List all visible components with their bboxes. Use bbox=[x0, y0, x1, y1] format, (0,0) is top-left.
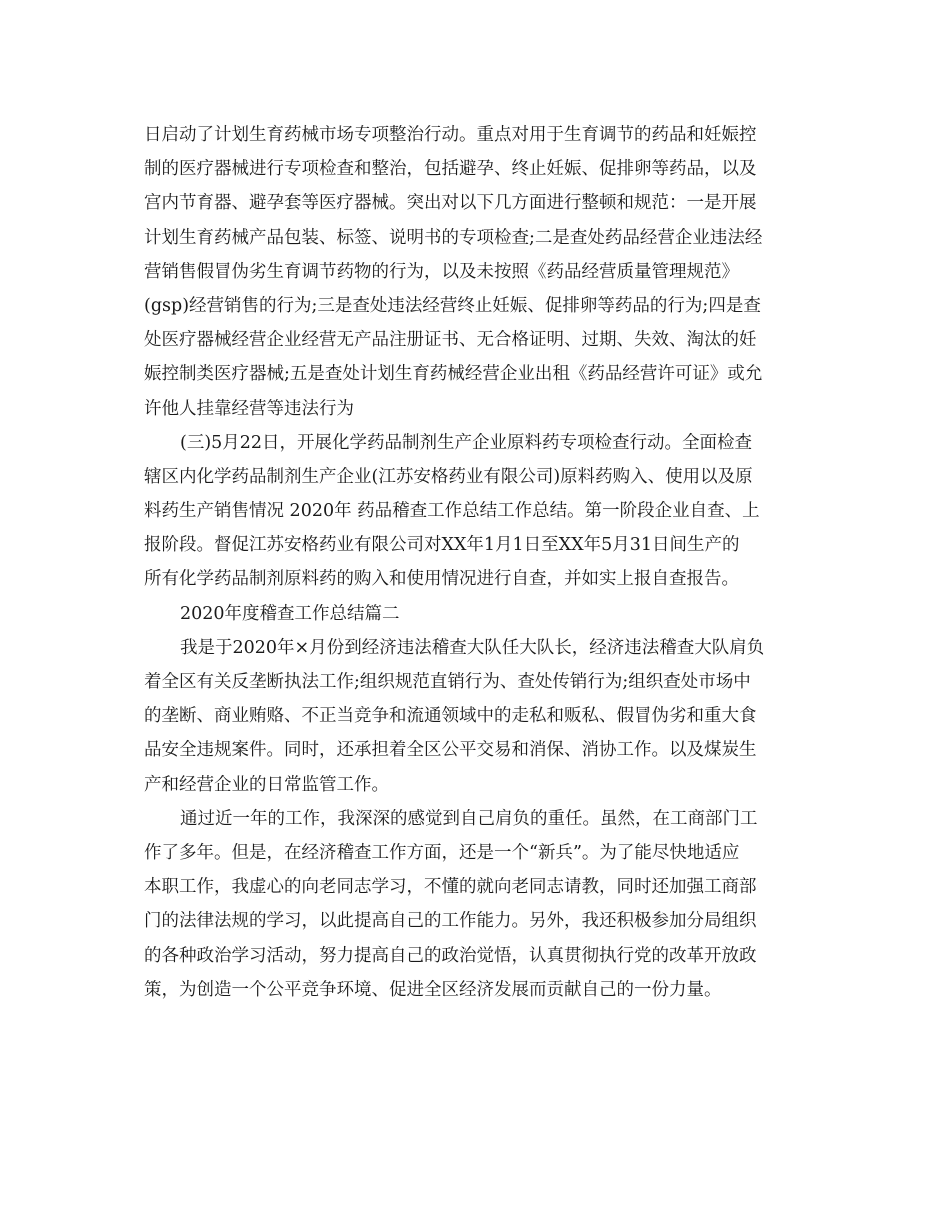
text-line: 制的医疗器械进行专项检查和整治，包括避孕、终止妊娠、促排卵等药品，以及 bbox=[144, 159, 757, 180]
text-line: 本职工作，我虚心的向老同志学习，不懂的就向老同志请教，同时还加强工商部 bbox=[144, 877, 757, 898]
paragraph bbox=[144, 597, 834, 631]
text-line: 宫内节育器、避孕套等医疗器械。突出对以下几方面进行整顿和规范：一是开展 bbox=[144, 193, 757, 214]
paragraph bbox=[144, 631, 834, 802]
text-line: 2020年度稽查工作总结篇二 bbox=[180, 603, 400, 624]
document-body bbox=[144, 118, 834, 1007]
text-line: 着全区有关反垄断执法工作;组织规范直销行为、查处传销行为;组织查处市场中 bbox=[144, 672, 751, 692]
text-line: 辖区内化学药品制剂生产企业(江苏安格药业有限公司)原料药购入、使用以及原 bbox=[144, 466, 753, 487]
text-line: 计划生育药械产品包装、标签、说明书的专项检查;二是查处药品经营企业违法经 bbox=[144, 227, 763, 248]
text-line: 门的法律法规的学习，以此提高自己的工作能力。另外，我还积极参加分局组织 bbox=[144, 911, 757, 932]
text-line: 的各种政治学习活动，努力提高自己的政治觉悟，认真贯彻执行党的改革开放政 bbox=[144, 945, 757, 966]
text-line: 报阶段。督促江苏安格药业有限公司对XX年1月1日至XX年5月31日间生产的 bbox=[144, 535, 740, 556]
text-line: 日启动了计划生育药械市场专项整治行动。重点对用于生育调节的药品和妊娠控 bbox=[144, 125, 757, 145]
paragraph bbox=[144, 118, 834, 426]
paragraph bbox=[144, 802, 834, 1007]
text-line: 营销售假冒伪劣生育调节药物的行为，以及未按照《药品经营质量管理规范》 bbox=[144, 261, 739, 282]
text-line: 通过近一年的工作，我深深的感觉到自己肩负的重任。虽然，在工商部门工 bbox=[180, 808, 758, 829]
text-line: (三)5月22日，开展化学药品制剂生产企业原料药专项检查行动。全面检查 bbox=[180, 432, 753, 453]
paragraph bbox=[144, 426, 834, 597]
text-line: 娠控制类医疗器械;五是查处计划生育药械经营企业出租《药品经营许可证》或允 bbox=[144, 364, 763, 385]
text-line: 产和经营企业的日常监管工作。 bbox=[144, 774, 389, 795]
text-line: 的垄断、商业贿赂、不正当竞争和流通领域中的走私和贩私、假冒伪劣和重大食 bbox=[144, 706, 757, 727]
text-line: 品安全违规案件。同时，还承担着全区公平交易和消保、消协工作。以及煤炭生 bbox=[144, 740, 757, 761]
text-line: 我是于2020年×月份到经济违法稽查大队任大队长，经济违法稽查大队肩负 bbox=[180, 637, 765, 658]
text-line: 作了多年。但是，在经济稽查工作方面，还是一个“新兵”。为了能尽快地适应 bbox=[144, 842, 740, 863]
text-line: 料药生产销售情况 2020年 药品稽查工作总结工作总结。第一阶段企业自查、上 bbox=[144, 501, 760, 522]
text-line: 处医疗器械经营企业经营无产品注册证书、无合格证明、过期、失效、淘汰的妊 bbox=[144, 330, 757, 351]
text-line: 许他人挂靠经营等违法行为 bbox=[144, 398, 354, 419]
text-line: 策，为创造一个公平竞争环境、促进全区经济发展而贡献自己的一份力量。 bbox=[144, 979, 722, 1000]
text-line: 所有化学药品制剂原料药的购入和使用情况进行自查，并如实上报自查报告。 bbox=[144, 569, 739, 590]
text-line: (gsp)经营销售的行为;三是查处违法经营终止妊娠、促排卵等药品的行为;四是查 bbox=[144, 295, 761, 316]
